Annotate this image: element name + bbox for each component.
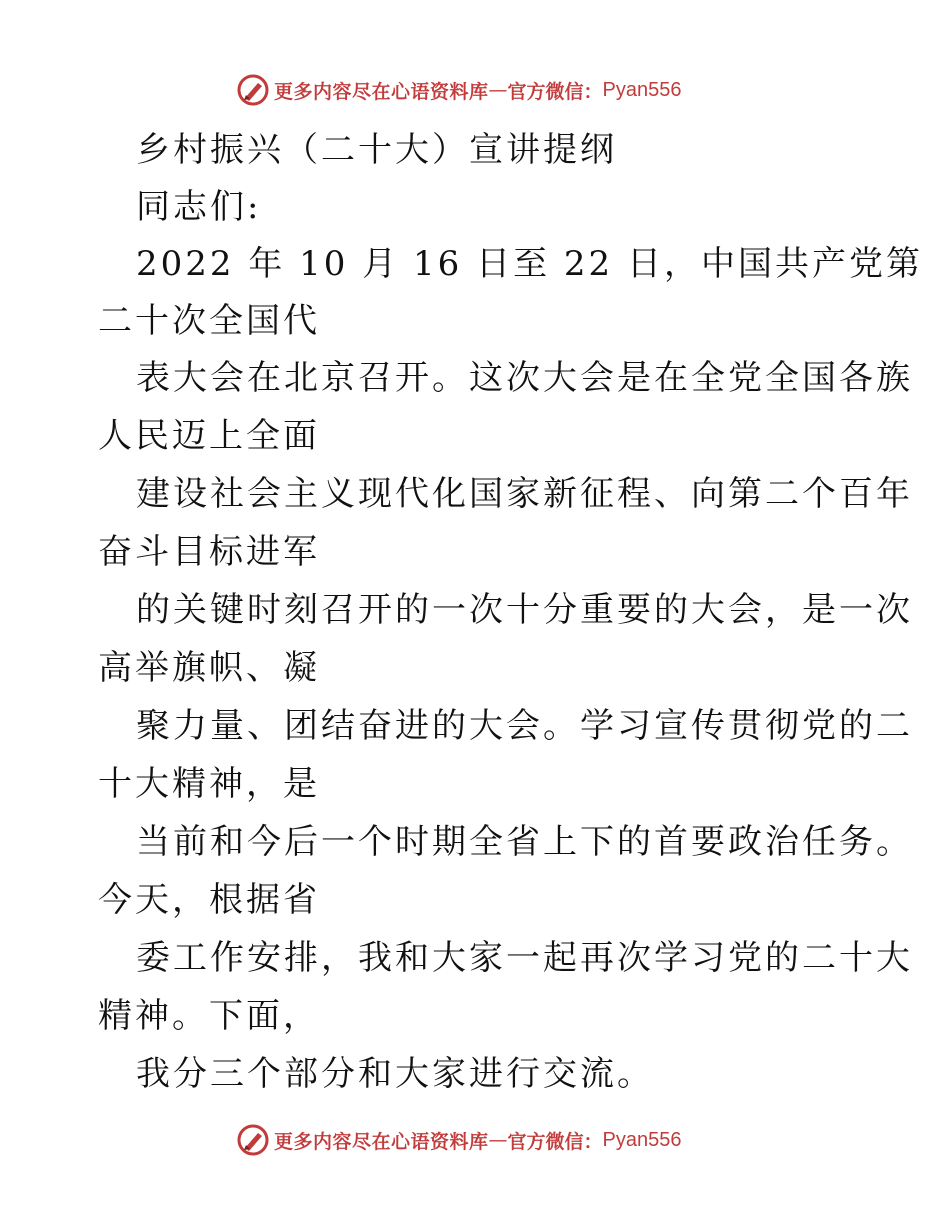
body-line: 奋斗目标进军 [98,532,320,572]
watermark-main-text: 更多内容尽在心语资料库 [274,1130,489,1153]
body-line: 建设社会主义现代化国家新征程、向第二个百年 [136,474,913,514]
document-title: 乡村振兴（二十大）宣讲提纲 [136,130,617,170]
body-line: 聚力量、团结奋进的大会。学习宣传贯彻党的二 [136,706,913,746]
footer-watermark [236,1122,682,1158]
body-line: 人民迈上全面 [98,416,320,456]
body-line: 当前和今后一个时期全省上下的首要政治任务。 [136,822,913,862]
pen-logo-icon [236,73,270,107]
body-line: 委工作安排，我和大家一起再次学习党的二十大 [136,938,913,978]
body-line: 表大会在北京召开。这次大会是在全党全国各族 [136,358,913,398]
body-line: 二十次全国代 [98,301,320,341]
body-line: 今天，根据省 [98,880,320,920]
watermark-dash: — [488,79,508,101]
watermark-account: Pyan556 [602,78,682,101]
watermark-main-text: 更多内容尽在心语资料库 [274,80,489,103]
greeting: 同志们: [136,187,262,227]
pen-logo-icon [236,1123,270,1157]
body-line: 高举旗帜、凝 [98,648,320,688]
watermark-dash: — [488,1129,508,1151]
watermark-label: 官方微信： [507,1130,603,1153]
watermark-account: Pyan556 [602,1128,682,1151]
body-line: 十大精神，是 [98,764,320,804]
header-watermark [236,72,682,108]
watermark-label: 官方微信： [507,80,603,103]
body-line: 我分三个部分和大家进行交流。 [136,1054,654,1094]
body-line: 精神。下面， [98,996,320,1036]
body-line: 的关键时刻召开的一次十分重要的大会，是一次 [136,590,913,630]
body-line: 2022 年 10 月 16 日至 22 日，中国共产党第 [136,244,923,284]
